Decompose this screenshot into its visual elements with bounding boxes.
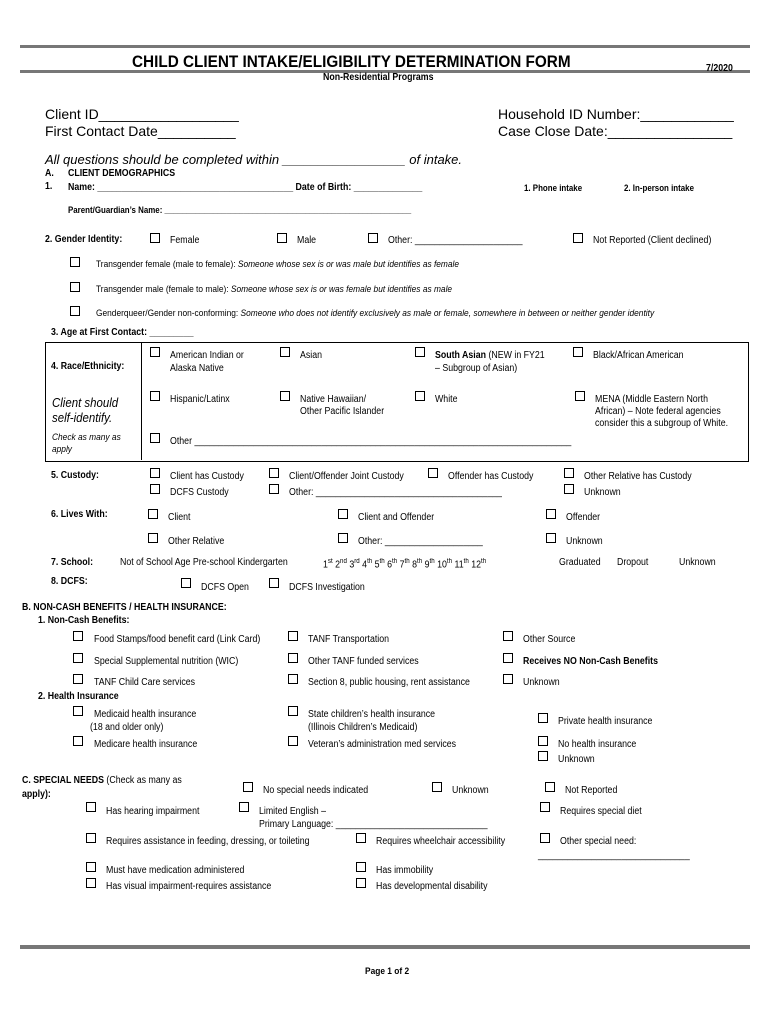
client-custody-label: Client has Custody	[170, 471, 244, 482]
health-insurance-subtitle: 2. Health Insurance	[38, 691, 119, 702]
case-close-field[interactable]: Case Close Date:________________	[498, 123, 733, 139]
no-special-needs-label: No special needs indicated	[263, 785, 369, 796]
wheelchair-checkbox[interactable]	[356, 833, 366, 843]
no-insurance-checkbox[interactable]	[538, 736, 548, 746]
section8-checkbox[interactable]	[288, 674, 298, 684]
self-identify-1: Client should	[52, 395, 119, 410]
private-insurance-checkbox[interactable]	[538, 713, 548, 723]
wic-label: Special Supplemental nutrition (WIC)	[94, 656, 239, 667]
school-unknown[interactable]: Unknown	[679, 557, 716, 568]
dcfs-open-checkbox[interactable]	[181, 578, 191, 588]
age-field[interactable]: 3. Age at First Contact: _________	[51, 327, 194, 338]
limited-english-1: Limited English –	[259, 806, 327, 817]
dcfs-label: 8. DCFS:	[51, 576, 88, 587]
genderqueer-checkbox[interactable]	[70, 306, 80, 316]
section-c-title-1: C. SPECIAL NEEDS (Check as many as	[22, 775, 182, 786]
feeding-checkbox[interactable]	[86, 833, 96, 843]
other-need-label: Other special need:	[560, 836, 637, 847]
lives-client-checkbox[interactable]	[148, 509, 158, 519]
lives-with-label: 6. Lives With:	[51, 509, 108, 520]
offender-custody-checkbox[interactable]	[428, 468, 438, 478]
special-not-reported-checkbox[interactable]	[545, 782, 555, 792]
hispanic-label: Hispanic/Latinx	[170, 394, 230, 405]
gender-other-field[interactable]: Other: ______________________	[388, 235, 523, 246]
section-a-title: CLIENT DEMOGRAPHICS	[68, 168, 176, 179]
lives-client-offender-label: Client and Offender	[358, 512, 435, 523]
lives-offender-checkbox[interactable]	[546, 509, 556, 519]
veterans-label: Veteran’s administration med services	[308, 739, 457, 750]
special-not-reported-label: Not Reported	[565, 785, 618, 796]
south-asian-1: South Asian (NEW in FY21	[435, 350, 545, 361]
relative-custody-checkbox[interactable]	[564, 468, 574, 478]
offender-custody-label: Offender has Custody	[448, 471, 534, 482]
no-noncash-label: Receives NO Non-Cash Benefits	[523, 656, 658, 667]
state-childrens-checkbox[interactable]	[288, 706, 298, 716]
native-hawaiian-1: Native Hawaiian/	[300, 394, 367, 405]
no-noncash-checkbox[interactable]	[503, 653, 513, 663]
first-contact-field[interactable]: First Contact Date__________	[45, 123, 236, 139]
section-c-title-2: apply):	[22, 789, 51, 800]
trans-female-checkbox[interactable]	[70, 257, 80, 267]
gender-other-checkbox[interactable]	[368, 233, 378, 243]
wheelchair-label: Requires wheelchair accessibility	[376, 836, 506, 847]
custody-other-checkbox[interactable]	[269, 484, 279, 494]
lives-relative-checkbox[interactable]	[148, 533, 158, 543]
medication-label: Must have medication administered	[106, 865, 245, 876]
check-many-2: apply	[52, 444, 72, 455]
lives-other-field[interactable]: Other: ____________________	[358, 536, 483, 547]
immobility-label: Has immobility	[376, 865, 434, 876]
insurance-unknown-label: Unknown	[558, 754, 595, 765]
custody-label: 5. Custody:	[51, 470, 99, 481]
male-label: Male	[297, 235, 317, 246]
dcfs-custody-label: DCFS Custody	[170, 487, 229, 498]
tanf-transport-checkbox[interactable]	[288, 631, 298, 641]
lives-client-label: Client	[168, 512, 191, 523]
food-stamps-checkbox[interactable]	[73, 631, 83, 641]
white-checkbox[interactable]	[415, 391, 425, 401]
special-unknown-label: Unknown	[452, 785, 489, 796]
mena-3: consider this a subgroup of White.	[595, 418, 729, 429]
other-source-checkbox[interactable]	[503, 631, 513, 641]
phone-intake[interactable]: 1. Phone intake	[524, 183, 583, 193]
client-custody-checkbox[interactable]	[150, 468, 160, 478]
dcfs-custody-checkbox[interactable]	[150, 484, 160, 494]
dcfs-investigation-label: DCFS Investigation	[289, 582, 365, 593]
special-diet-checkbox[interactable]	[540, 802, 550, 812]
trans-female-label: Transgender female (male to female): Someone whose sex is or was male but identifies as female	[96, 259, 460, 270]
footer-rule	[20, 945, 750, 949]
food-stamps-label: Food Stamps/food benefit card (Link Card)	[94, 634, 261, 645]
race-other-checkbox[interactable]	[150, 433, 160, 443]
non-cash-subtitle: 1. Non-Cash Benefits:	[38, 615, 130, 626]
special-diet-label: Requires special diet	[560, 806, 642, 817]
female-label: Female	[170, 235, 200, 246]
parent-name-field[interactable]: Parent/Guardian’s Name: ________________________________________________________	[68, 205, 412, 215]
black-label: Black/African American	[593, 350, 684, 361]
american-indian-1: American Indian or	[170, 350, 244, 361]
joint-custody-label: Client/Offender Joint Custody	[289, 471, 404, 482]
custody-other-field[interactable]: Other: ______________________________________	[289, 487, 502, 498]
hispanic-checkbox[interactable]	[150, 391, 160, 401]
no-special-needs-checkbox[interactable]	[243, 782, 253, 792]
section-a-letter: A.	[45, 168, 54, 179]
instructions: All questions should be completed within _________________ of intake.	[45, 152, 463, 167]
primary-language-field[interactable]: Primary Language: _______________________________	[259, 819, 488, 830]
lives-other-checkbox[interactable]	[338, 533, 348, 543]
school-options[interactable]: Not of School Age Pre-school Kindergarten	[120, 557, 288, 568]
medicare-checkbox[interactable]	[73, 736, 83, 746]
medicaid-checkbox[interactable]	[73, 706, 83, 716]
not-reported-label: Not Reported (Client declined)	[593, 235, 712, 246]
genderqueer-label: Genderqueer/Gender non-conforming: Someone who does not identify exclusively as male or female, somewhere in between or neither gender identity	[96, 308, 655, 319]
other-tanf-checkbox[interactable]	[288, 653, 298, 663]
top-rule	[20, 45, 750, 48]
black-checkbox[interactable]	[573, 347, 583, 357]
household-id-field[interactable]: Household ID Number:____________	[498, 106, 734, 122]
form-subtitle: Non-Residential Programs	[323, 72, 434, 83]
race-box-divider	[141, 342, 142, 460]
custody-unknown-checkbox[interactable]	[564, 484, 574, 494]
state-childrens-2: (Illinois Children’s Medicaid)	[308, 722, 418, 733]
section-b-title: B. NON-CASH BENEFITS / HEALTH INSURANCE:	[22, 602, 227, 613]
medicaid-1: Medicaid health insurance	[94, 709, 197, 720]
gender-label: 2. Gender Identity:	[45, 234, 123, 245]
lives-relative-label: Other Relative	[168, 536, 225, 547]
custody-unknown-label: Unknown	[584, 487, 621, 498]
inperson-intake[interactable]: 2. In-person intake	[624, 183, 694, 193]
school-dropout[interactable]: Dropout	[617, 557, 649, 568]
form-date: 7/2020	[706, 63, 733, 74]
immobility-checkbox[interactable]	[356, 862, 366, 872]
male-checkbox[interactable]	[277, 233, 287, 243]
tanf-childcare-label: TANF Child Care services	[94, 677, 196, 688]
school-graduated[interactable]: Graduated	[559, 557, 601, 568]
tanf-childcare-checkbox[interactable]	[73, 674, 83, 684]
visual-checkbox[interactable]	[86, 878, 96, 888]
lives-client-offender-checkbox[interactable]	[338, 509, 348, 519]
check-many-1: Check as many as	[52, 432, 121, 443]
insurance-unknown-checkbox[interactable]	[538, 751, 548, 761]
other-tanf-label: Other TANF funded services	[308, 656, 419, 667]
veterans-checkbox[interactable]	[288, 736, 298, 746]
american-indian-checkbox[interactable]	[150, 347, 160, 357]
q1-number: 1.	[45, 181, 53, 192]
developmental-label: Has developmental disability	[376, 881, 488, 892]
tanf-transport-label: TANF Transportation	[308, 634, 390, 645]
native-hawaiian-checkbox[interactable]	[280, 391, 290, 401]
trans-male-label: Transgender male (female to male): Someone whose sex is or was female but identifies as male	[96, 284, 453, 295]
lives-unknown-checkbox[interactable]	[546, 533, 556, 543]
name-dob-field[interactable]: Name: ________________________________________ Date of Birth: ______________	[68, 182, 423, 193]
private-insurance-label: Private health insurance	[558, 716, 653, 727]
relative-custody-label: Other Relative has Custody	[584, 471, 692, 482]
south-asian-checkbox[interactable]	[415, 347, 425, 357]
asian-label: Asian	[300, 350, 323, 361]
noncash-unknown-checkbox[interactable]	[503, 674, 513, 684]
wic-checkbox[interactable]	[73, 653, 83, 663]
asian-checkbox[interactable]	[280, 347, 290, 357]
limited-english-checkbox[interactable]	[239, 802, 249, 812]
hearing-checkbox[interactable]	[86, 802, 96, 812]
mena-2: African) – Note federal agencies	[595, 406, 721, 417]
self-identify-2: self-identify.	[52, 410, 113, 425]
form-title: CHILD CLIENT INTAKE/ELIGIBILITY DETERMINATION FORM	[132, 52, 571, 71]
hearing-label: Has hearing impairment	[106, 806, 200, 817]
lives-unknown-label: Unknown	[566, 536, 603, 547]
grade-levels[interactable]: 1st 2nd 3rd 4th 5th 6th 7th 8th 9th 10th 11th 12th	[323, 558, 487, 571]
female-checkbox[interactable]	[150, 233, 160, 243]
mena-checkbox[interactable]	[575, 391, 585, 401]
other-need-field[interactable]: _______________________________	[538, 850, 690, 861]
joint-custody-checkbox[interactable]	[269, 468, 279, 478]
medicare-label: Medicare health insurance	[94, 739, 198, 750]
white-label: White	[435, 394, 458, 405]
not-reported-checkbox[interactable]	[573, 233, 583, 243]
feeding-label: Requires assistance in feeding, dressing, or toileting	[106, 836, 310, 847]
developmental-checkbox[interactable]	[356, 878, 366, 888]
special-unknown-checkbox[interactable]	[432, 782, 442, 792]
south-asian-2: – Subgroup of Asian)	[435, 363, 518, 374]
race-label: 4. Race/Ethnicity:	[51, 361, 125, 372]
noncash-unknown-label: Unknown	[523, 677, 560, 688]
no-insurance-label: No health insurance	[558, 739, 637, 750]
american-indian-2: Alaska Native	[170, 363, 224, 374]
dcfs-open-label: DCFS Open	[201, 582, 249, 593]
lives-offender-label: Offender	[566, 512, 601, 523]
race-other-field[interactable]: Other _____________________________________________________________________________	[170, 436, 572, 447]
mena-1: MENA (Middle Eastern North	[595, 394, 708, 405]
school-label: 7. School:	[51, 557, 94, 568]
medicaid-2: (18 and older only)	[90, 722, 164, 733]
section8-label: Section 8, public housing, rent assistance	[308, 677, 470, 688]
state-childrens-1: State children’s health insurance	[308, 709, 436, 720]
medication-checkbox[interactable]	[86, 862, 96, 872]
dcfs-investigation-checkbox[interactable]	[269, 578, 279, 588]
other-source-label: Other Source	[523, 634, 576, 645]
visual-label: Has visual impairment-requires assistance	[106, 881, 272, 892]
other-need-checkbox[interactable]	[540, 833, 550, 843]
page-number: Page 1 of 2	[365, 966, 410, 977]
native-hawaiian-2: Other Pacific Islander	[300, 406, 385, 417]
trans-male-checkbox[interactable]	[70, 282, 80, 292]
client-id-field[interactable]: Client ID__________________	[45, 106, 239, 122]
